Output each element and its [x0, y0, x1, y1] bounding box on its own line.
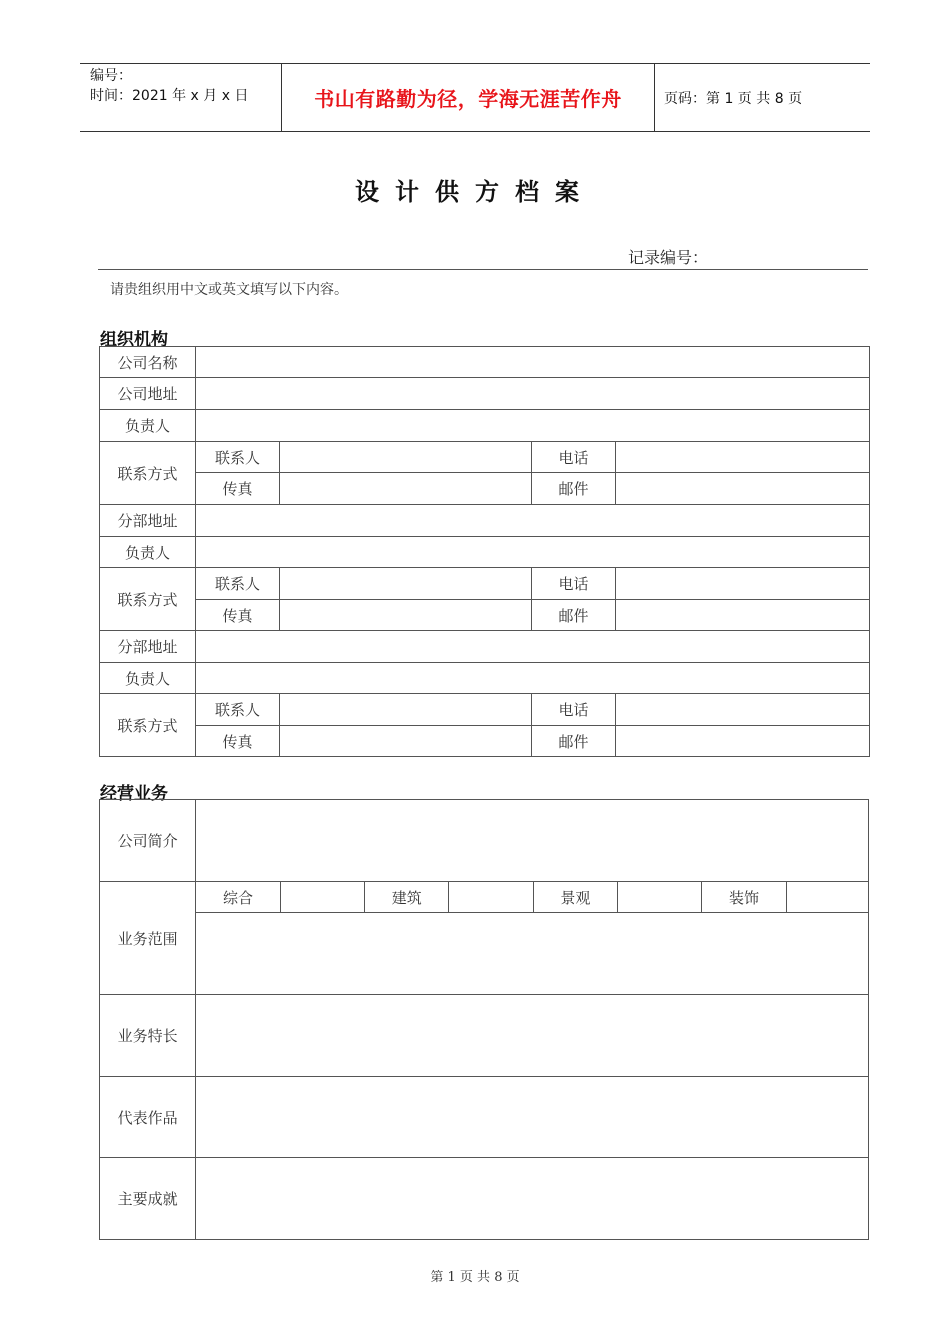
- branch-contact-method-label: 联系方式: [100, 694, 196, 757]
- company-name-field[interactable]: [196, 347, 870, 378]
- company-address-label: 公司地址: [100, 378, 196, 410]
- company-profile-field[interactable]: [196, 800, 869, 882]
- email-label: 邮件: [532, 726, 616, 757]
- specialty-field[interactable]: [196, 995, 869, 1077]
- scope-option-checkbox[interactable]: [786, 882, 868, 913]
- fax-label: 传真: [196, 600, 280, 631]
- branch-address-field[interactable]: [196, 505, 870, 537]
- business-table: [99, 799, 869, 1240]
- branch-address-label: 分部地址: [100, 505, 196, 537]
- company-profile-label: 公司简介: [100, 800, 196, 882]
- fax-field[interactable]: [280, 600, 532, 631]
- representative-works-label: 代表作品: [100, 1077, 196, 1158]
- phone-label: 电话: [532, 694, 616, 726]
- person-in-charge-field[interactable]: [196, 410, 870, 442]
- contact-person-field[interactable]: [280, 442, 532, 473]
- page-title: 设计供方档案: [355, 177, 595, 206]
- contact-person-label: 联系人: [196, 568, 280, 600]
- page-footer: 第 1 页 共 8 页: [430, 1270, 520, 1285]
- header-motto: 书山有路勤为径，学海无涯苦作舟: [314, 87, 622, 111]
- scope-option-label: 综合: [196, 882, 280, 913]
- header-top-rule: [80, 63, 870, 64]
- contact-person-label: 联系人: [196, 442, 280, 473]
- fax-field[interactable]: [280, 726, 532, 757]
- branch-person-in-charge-label: 负责人: [100, 663, 196, 694]
- header-time-label: 时间：2021 年 x 月 x 日: [90, 88, 249, 104]
- business-scope-label: 业务范围: [100, 882, 196, 995]
- header-number-label: 编号：: [90, 68, 132, 84]
- phone-label: 电话: [532, 442, 616, 473]
- header-divider: [654, 63, 655, 131]
- branch-address-label: 分部地址: [100, 631, 196, 663]
- header-page-label: 页码：第 1 页 共 8 页: [664, 91, 803, 107]
- representative-works-field[interactable]: [196, 1077, 869, 1158]
- achievements-field[interactable]: [196, 1158, 869, 1240]
- scope-option-label: 建筑: [365, 882, 449, 913]
- fax-label: 传真: [196, 473, 280, 505]
- email-label: 邮件: [532, 600, 616, 631]
- phone-field[interactable]: [616, 442, 870, 473]
- record-number-label: 记录编号：: [628, 248, 709, 267]
- email-field[interactable]: [616, 600, 870, 631]
- fax-field[interactable]: [280, 473, 532, 505]
- phone-field[interactable]: [616, 694, 870, 726]
- achievements-label: 主要成就: [100, 1158, 196, 1240]
- scope-option-checkbox[interactable]: [449, 882, 533, 913]
- organization-table: [99, 346, 870, 757]
- scope-option-label: 装饰: [702, 882, 786, 913]
- phone-label: 电话: [532, 568, 616, 600]
- fax-label: 传真: [196, 726, 280, 757]
- phone-field[interactable]: [616, 568, 870, 600]
- company-address-field[interactable]: [196, 378, 870, 410]
- contact-method-label: 联系方式: [100, 442, 196, 505]
- contact-person-field[interactable]: [280, 694, 532, 726]
- section-title-business: 经营业务: [100, 784, 168, 804]
- contact-person-label: 联系人: [196, 694, 280, 726]
- intro-text: 请贵组织用中文或英文填写以下内容。: [110, 282, 348, 298]
- header-bottom-rule: [80, 131, 870, 132]
- specialty-label: 业务特长: [100, 995, 196, 1077]
- branch-person-in-charge-field[interactable]: [196, 663, 870, 694]
- branch-contact-method-label: 联系方式: [100, 568, 196, 631]
- branch-person-in-charge-field[interactable]: [196, 537, 870, 568]
- person-in-charge-label: 负责人: [100, 410, 196, 442]
- scope-option-checkbox[interactable]: [618, 882, 702, 913]
- company-name-label: 公司名称: [100, 347, 196, 378]
- email-field[interactable]: [616, 726, 870, 757]
- email-field[interactable]: [616, 473, 870, 505]
- scope-option-label: 景观: [533, 882, 617, 913]
- branch-person-in-charge-label: 负责人: [100, 537, 196, 568]
- record-rule: [98, 269, 868, 270]
- business-scope-field[interactable]: [196, 913, 869, 995]
- scope-option-checkbox[interactable]: [280, 882, 364, 913]
- email-label: 邮件: [532, 473, 616, 505]
- section-title-organization: 组织机构: [100, 330, 168, 350]
- contact-person-field[interactable]: [280, 568, 532, 600]
- branch-address-field[interactable]: [196, 631, 870, 663]
